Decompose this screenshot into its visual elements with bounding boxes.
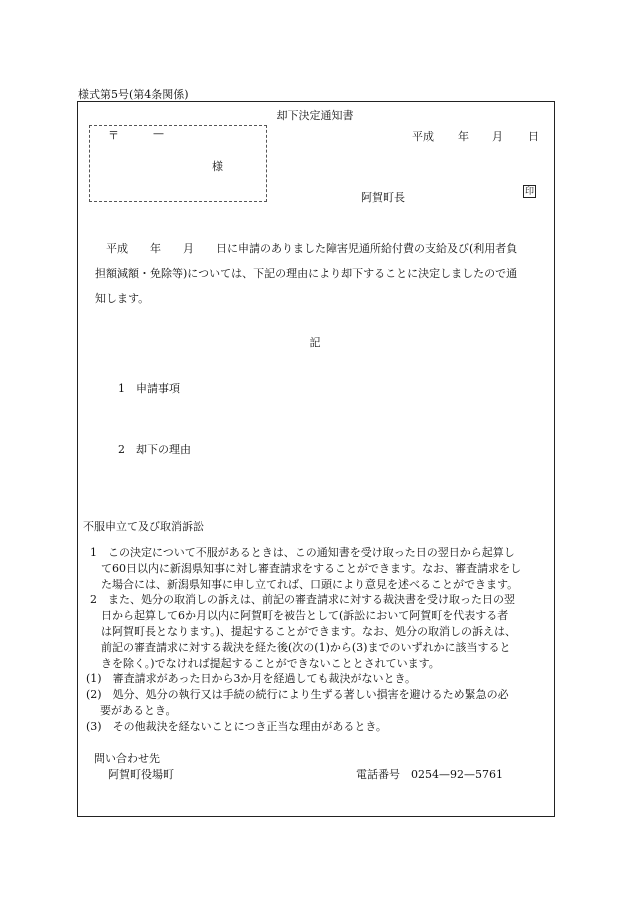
contact-office: 阿賀町役場町 — [108, 768, 174, 781]
postal-code-dash: — — [153, 127, 164, 140]
note-line: きを除く。)でなければ提起することができないこととされています。 — [101, 656, 440, 670]
note-line: (1) 審査請求があった日から3か月を経過しても裁決がないとき。 — [86, 672, 417, 686]
item-rejection-reason: 2 却下の理由 — [118, 443, 191, 456]
note-line: (2) 処分、処分の執行又は手続の続行により生ずる著しい損害を避けるため緊急の必 — [86, 688, 509, 702]
note-line: は阿賀町長となります。)、提起することができます。なお、処分の取消しの訴えは、 — [101, 624, 517, 638]
date-month: 月 — [492, 130, 503, 143]
date-day: 日 — [528, 130, 539, 143]
issuer-name: 阿賀町長 — [361, 191, 405, 204]
contact-phone: 電話番号 0254—92—5761 — [356, 768, 503, 781]
note-line: 1 この決定について不服があるときは、この通知書を受け取った日の翌日から起算し — [90, 546, 515, 559]
item-application-matter: 1 申請事項 — [118, 382, 180, 395]
recipient-honorific: 様 — [212, 160, 223, 173]
note-line: (3) その他裁決を経ないことにつき正当な理由があるとき。 — [86, 719, 387, 733]
document-title: 却下決定通知書 — [276, 109, 354, 122]
note-line: 2 また、処分の取消しの訴えは、前記の審査請求に対する裁決書を受け取った日の翌 — [90, 593, 515, 607]
contact-heading: 問い合わせ先 — [94, 752, 160, 765]
date-year: 年 — [458, 130, 469, 143]
body-line: 知します。 — [95, 292, 150, 305]
body-line: 担額減額・免除等)については、下記の理由により却下することに決定しましたので通 — [95, 267, 518, 280]
note-line: 日から起算して6か月以内に阿賀町を被告として(訴訟において阿賀町を代表する者 — [101, 609, 509, 623]
note-line: 前記の審査請求に対する裁決を経た後(次の(1)から(3)までのいずれかに該当すると — [101, 640, 511, 654]
date-era: 平成 — [412, 130, 434, 143]
postal-mark: 〒 — [108, 129, 119, 142]
seal-stamp: 印 — [524, 187, 534, 197]
form-number: 様式第5号(第4条関係) — [78, 88, 189, 101]
note-line: 要があるとき。 — [100, 703, 177, 717]
appeal-heading: 不服申立て及び取消訴訟 — [83, 520, 204, 533]
body-line: 平成 年 月 日に申請のありました障害児通所給付費の支給及び(利用者負 — [106, 242, 518, 255]
note-line: て60日以内に新潟県知事に対し審査請求をすることができます。なお、審査請求をし — [101, 561, 522, 575]
note-line: た場合には、新潟県知事に申し立てれば、口頭により意見を述べることができます。 — [101, 577, 519, 591]
appeal-notes — [86, 545, 550, 735]
body-paragraph — [95, 236, 547, 311]
ki-marker: 記 — [309, 336, 321, 349]
